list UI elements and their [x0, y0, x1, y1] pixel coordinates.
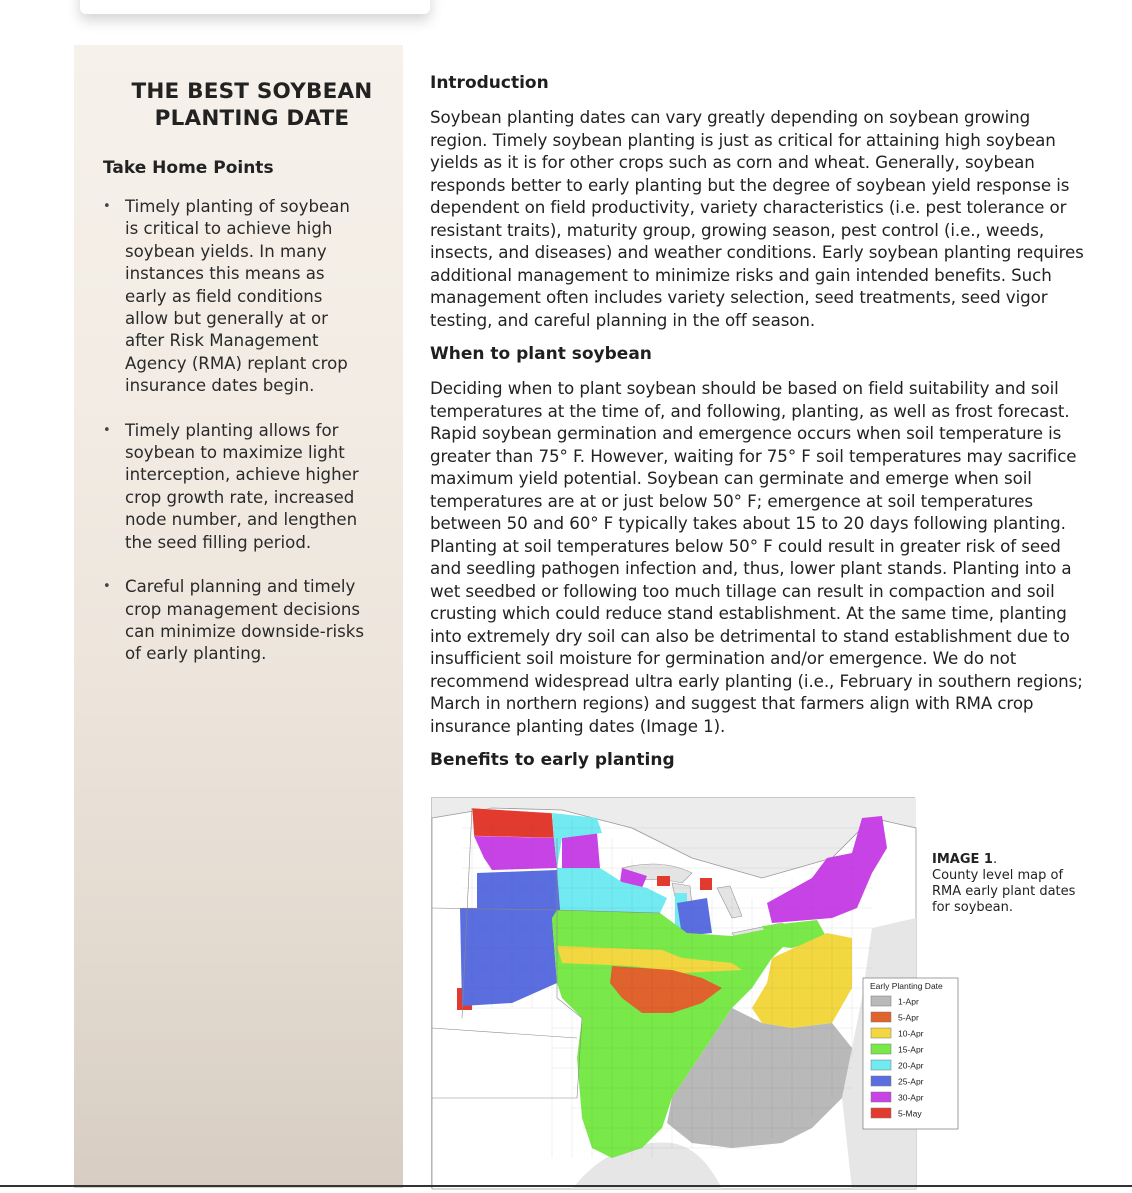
sidebar-title: THE BEST SOYBEAN PLANTING DATE [131, 79, 373, 131]
legend-swatch [871, 1044, 891, 1054]
when-to-plant-text: Deciding when to plant soybean should be based on field suitability and soil temperatures at the time of, and following, planting, as well as frost forecast. Rapid soybean germination and emergence occurs when soil temperature is greater than 75° F. However, waiting for 75° F soil temperatures may sacrifice maximum yield potential. Soybean can germinate and emerge when soil temperatures are at or just below 50° F; emergence at soil temperatures between 50 and 60° F typically takes about 15 to 20 days following planting. Planting at soil temperatures below 50° F could result in greater risk of seed and seedling pathogen infection and, thus, lower plant stands. Planting into a wet seedbed or following too much tillage can result in compaction and soil crusting which could reduce stand establishment. At the same time, planting into extremely dry soil can also be detrimental to stand establishment due to insufficient soil moisture for germination and/or emergence. We do not recommend widespread ultra early planting (i.e., February in southern regions; March in northern regions) and suggest that farmers align with RMA crop insurance planting dates (Image 1). [430, 378, 1083, 736]
planting-date-map [431, 797, 943, 1188]
introduction-heading: Introduction [430, 73, 549, 93]
legend-swatch [871, 1012, 891, 1022]
legend-label: 20-Apr [898, 1060, 924, 1071]
legend-label: 25-Apr [898, 1076, 924, 1087]
legend-item [871, 1044, 924, 1055]
map-graphic [432, 798, 943, 1189]
legend-item [871, 1092, 924, 1103]
main-content [430, 70, 1090, 773]
caption-label: IMAGE 1 [932, 852, 993, 867]
take-home-point: • Timely planting of soybean is critical to achieve high soybean yields. In many instances this means as early as field conditions allow but generally at or after Risk Management Agency (RMA) replant crop insurance dates begin. [103, 197, 350, 396]
benefits-heading: Benefits to early planting [430, 750, 675, 770]
legend-label: 5-May [898, 1108, 922, 1119]
legend-swatch [871, 1108, 891, 1118]
legend-item [871, 1076, 924, 1087]
image-caption: IMAGE 1. County level map of RMA early plant dates for soybean. [932, 852, 1076, 915]
when-to-plant-heading: When to plant soybean [430, 344, 652, 364]
legend-swatch [871, 1092, 891, 1102]
legend-label: 5-Apr [898, 1012, 919, 1023]
bullet: • [103, 579, 111, 595]
caption-text: County level map of RMA early plant dates for soybean. [932, 868, 1076, 915]
sidebar [74, 45, 403, 1188]
take-home-point: • Careful planning and timely crop management decisions can minimize downside-risks of early planting. [103, 577, 365, 664]
legend-item [871, 1060, 924, 1071]
take-home-point: • Timely planting allows for soybean to maximize light interception, achieve higher crop growth rate, increased node number, and lengthen the seed filling period. [103, 420, 359, 552]
legend-label: 1-Apr [898, 996, 919, 1007]
legend-swatch [871, 1060, 891, 1070]
legend-label: 15-Apr [898, 1044, 924, 1055]
legend-swatch [871, 996, 891, 1006]
legend-label: 30-Apr [898, 1092, 924, 1103]
legend-swatch [871, 1028, 891, 1038]
bullet: • [103, 422, 111, 438]
take-home-list [103, 196, 403, 666]
introduction-text: Soybean planting dates can vary greatly depending on soybean growing region. Timely soybean planting is just as critical for attaining high soybean yields as it is for other crops such as corn and wheat. Generally, soybean responds better to early planting but the degree of soybean yield response is dependent on field productivity, variety characteristics (i.e. pest tolerance or resistant traits), maturity group, growing season, pest control (i.e., weeds, insects, and diseases) and weather conditions. Early soybean planting requires additional management to minimize risks and gain intended benefits. Such management often includes variety selection, seed treatments, seed vigor testing, and careful planning in the off season. [430, 107, 1084, 330]
page-divider [0, 1185, 1132, 1187]
bullet: • [103, 199, 111, 214]
legend-label: 10-Apr [898, 1028, 924, 1039]
map-legend [863, 978, 958, 1129]
legend-item [871, 1028, 924, 1039]
legend-swatch [871, 1076, 891, 1086]
previous-page-edge [80, 0, 430, 14]
legend-title: Early Planting Date [870, 981, 943, 991]
take-home-heading: Take Home Points [103, 158, 274, 178]
